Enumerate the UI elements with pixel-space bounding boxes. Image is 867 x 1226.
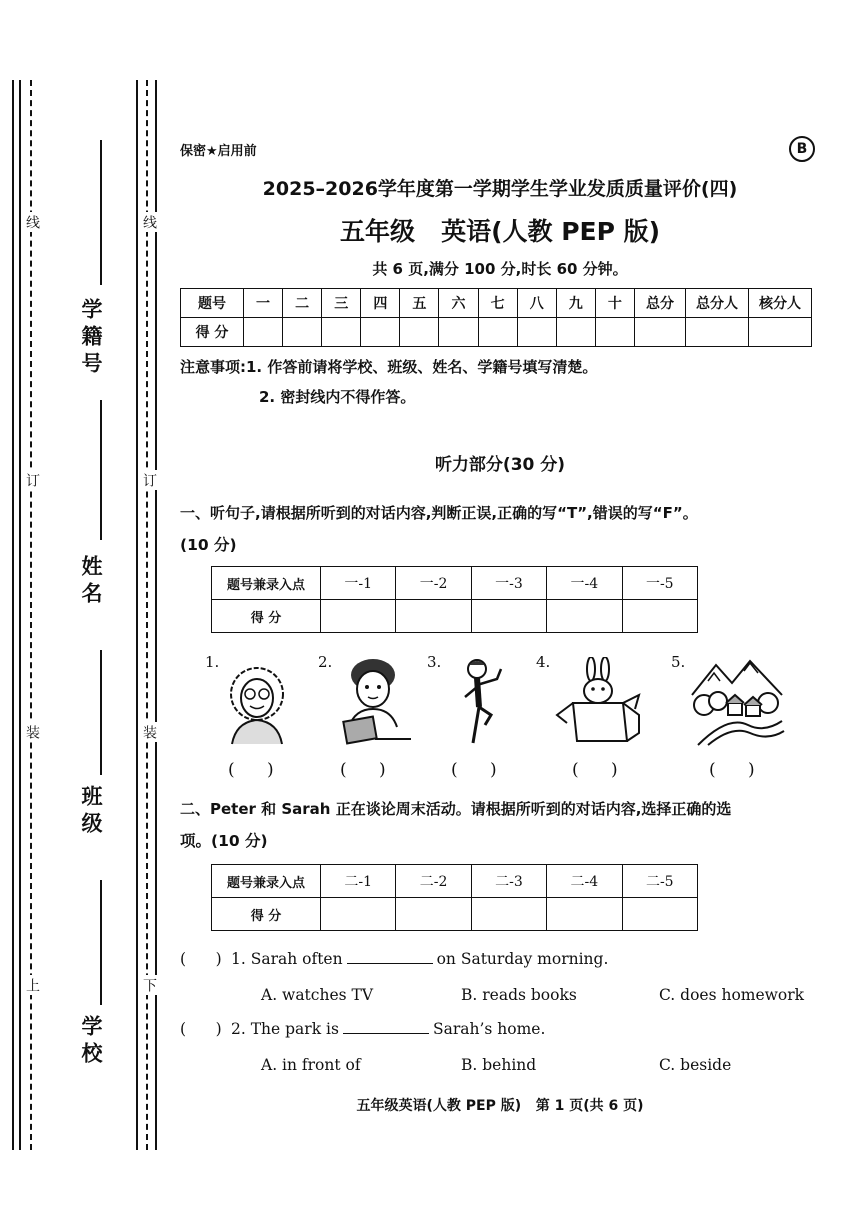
q2-instruction-cont: 项。(10 分) — [180, 832, 268, 850]
margin-label-xian-right: 线 — [139, 212, 159, 232]
margin-outer-line — [12, 80, 14, 1150]
margin-label-xian-left: 线 — [22, 212, 42, 232]
q2-1-stem-end: on Saturday morning. — [436, 950, 609, 968]
q2-1-blank[interactable] — [347, 963, 433, 964]
q1-item-number: 5. — [671, 653, 686, 671]
score-header-cell: 总分 — [635, 289, 686, 318]
score-header-cell: 七 — [478, 289, 517, 318]
grandma-icon — [222, 660, 292, 745]
q2-instruction: 二、Peter 和 Sarah 正在谈论周末活动。请根据所听到的对话内容,选择正确的选 — [180, 800, 732, 818]
q1-answer-paren[interactable]: ( ) — [340, 760, 386, 780]
score-cell[interactable] — [517, 318, 556, 347]
q2-2-option-c[interactable]: C. beside — [659, 1056, 732, 1074]
score-header-cell: 八 — [517, 289, 556, 318]
name-label: 姓名 — [79, 555, 103, 609]
q1-score-label: 得 分 — [212, 600, 321, 633]
score-cell[interactable] — [400, 318, 439, 347]
q2-col: 二-2 — [396, 865, 471, 898]
score-cell[interactable] — [478, 318, 517, 347]
q1-entry-table — [211, 566, 698, 633]
score-header-cell: 核分人 — [749, 289, 812, 318]
girl-kungfu-icon — [455, 657, 505, 745]
q2-col: 二-4 — [547, 865, 622, 898]
q1-points: (10 分) — [180, 536, 237, 554]
student-id-field[interactable] — [100, 140, 102, 285]
q1-score-cell[interactable] — [622, 600, 697, 633]
boy-reading-icon — [335, 657, 415, 745]
score-cell[interactable] — [749, 318, 812, 347]
margin-label-ding-left: 订 — [22, 470, 42, 490]
q2-1-option-b[interactable]: B. reads books — [461, 986, 577, 1004]
name-field[interactable] — [100, 400, 102, 540]
q1-col: 一-1 — [321, 567, 396, 600]
q1-answer-paren[interactable]: ( ) — [228, 760, 274, 780]
q2-2-answer-paren[interactable]: ( ) — [180, 1020, 222, 1038]
q1-item-number: 3. — [427, 653, 442, 671]
q2-col: 二-5 — [622, 865, 697, 898]
student-id-label: 学籍号 — [79, 298, 103, 379]
exam-info: 共 6 页,满分 100 分,时长 60 分钟。 — [372, 260, 628, 278]
q1-col: 一-3 — [471, 567, 546, 600]
q2-score-cell[interactable] — [396, 898, 471, 931]
notice-line-1: 注意事项:1. 作答前请将学校、班级、姓名、学籍号填写清楚。 — [180, 358, 598, 376]
confidential-label: 保密★启用前 — [180, 144, 257, 159]
score-header-cell: 五 — [400, 289, 439, 318]
score-cell[interactable] — [556, 318, 595, 347]
q1-col: 一-5 — [622, 567, 697, 600]
exam-title: 2025–2026学年度第一学期学生学业发质质量评价(四) — [262, 178, 738, 200]
margin-label-shang-left: 上 — [22, 975, 42, 995]
margin-outer-line-2 — [19, 80, 21, 1150]
q2-1-stem — [231, 950, 608, 968]
score-cell[interactable] — [322, 318, 361, 347]
margin-label-zhuang-right: 装 — [139, 722, 159, 742]
score-cell[interactable] — [361, 318, 400, 347]
q1-item-number: 1. — [205, 653, 220, 671]
q1-item-number: 2. — [318, 653, 333, 671]
class-label: 班级 — [79, 785, 103, 839]
margin-label-ding-right: 订 — [139, 470, 159, 490]
q2-col: 二-3 — [471, 865, 546, 898]
q2-score-label: 得 分 — [212, 898, 321, 931]
q2-1-stem-text: 1. Sarah often — [231, 950, 343, 968]
margin-inner-line — [136, 80, 138, 1150]
page-footer: 五年级英语(人教 PEP 版) 第 1 页(共 6 页) — [356, 1098, 644, 1114]
q2-2-stem — [231, 1020, 545, 1038]
q2-1-option-c[interactable]: C. does homework — [659, 986, 805, 1004]
q1-answer-paren[interactable]: ( ) — [451, 760, 497, 780]
q2-2-stem-end: Sarah’s home. — [432, 1020, 546, 1038]
listening-section-title: 听力部分(30 分) — [434, 455, 566, 475]
score-row-label: 得 分 — [181, 318, 244, 347]
q2-2-stem-text: 2. The park is — [231, 1020, 339, 1038]
q1-item-number: 4. — [536, 653, 551, 671]
score-cell[interactable] — [283, 318, 322, 347]
village-mountain-icon — [688, 655, 786, 747]
q1-score-cell[interactable] — [471, 600, 546, 633]
q1-col: 一-4 — [547, 567, 622, 600]
score-cell[interactable] — [595, 318, 634, 347]
q2-score-cell[interactable] — [622, 898, 697, 931]
q1-table-header: 题号兼录入点 — [212, 567, 321, 600]
q1-score-cell[interactable] — [396, 600, 471, 633]
score-cell[interactable] — [635, 318, 686, 347]
score-header-cell: 题号 — [181, 289, 244, 318]
q2-score-cell[interactable] — [547, 898, 622, 931]
school-field[interactable] — [100, 880, 102, 1005]
exam-subject: 五年级 英语(人教 PEP 版) — [339, 217, 661, 246]
q1-answer-paren[interactable]: ( ) — [709, 760, 755, 780]
margin-label-xia-right: 下 — [139, 975, 159, 995]
q2-2-option-b[interactable]: B. behind — [461, 1056, 537, 1074]
q1-instruction: 一、听句子,请根据所听到的对话内容,判断正误,正确的写“T”,错误的写“F”。 — [180, 504, 698, 522]
score-header-cell: 一 — [244, 289, 283, 318]
score-cell[interactable] — [439, 318, 478, 347]
q2-2-option-a[interactable]: A. in front of — [261, 1056, 361, 1074]
q2-1-option-a[interactable]: A. watches TV — [261, 986, 374, 1004]
q1-answer-paren[interactable]: ( ) — [572, 760, 618, 780]
notice-line-2: 2. 密封线内不得作答。 — [259, 388, 416, 406]
school-label: 学校 — [79, 1015, 103, 1069]
score-cell[interactable] — [686, 318, 749, 347]
q2-entry-table — [211, 864, 698, 931]
score-header-cell: 二 — [283, 289, 322, 318]
rabbit-in-box-icon — [553, 657, 643, 745]
q2-col: 二-1 — [321, 865, 396, 898]
score-header-cell: 六 — [439, 289, 478, 318]
q2-score-cell[interactable] — [321, 898, 396, 931]
score-header-cell: 三 — [322, 289, 361, 318]
class-field[interactable] — [100, 650, 102, 775]
score-table — [180, 288, 812, 347]
score-header-cell: 十 — [595, 289, 634, 318]
score-cell[interactable] — [244, 318, 283, 347]
score-header-cell: 九 — [556, 289, 595, 318]
q1-score-cell[interactable] — [321, 600, 396, 633]
q1-col: 一-2 — [396, 567, 471, 600]
q2-1-answer-paren[interactable]: ( ) — [180, 950, 222, 968]
score-header-cell: 总分人 — [686, 289, 749, 318]
q2-score-cell[interactable] — [471, 898, 546, 931]
q2-table-header: 题号兼录入点 — [212, 865, 321, 898]
q1-score-cell[interactable] — [547, 600, 622, 633]
q2-2-blank[interactable] — [343, 1033, 429, 1034]
score-header-cell: 四 — [361, 289, 400, 318]
version-badge: B — [789, 136, 815, 162]
margin-label-zhuang-left: 装 — [22, 722, 42, 742]
